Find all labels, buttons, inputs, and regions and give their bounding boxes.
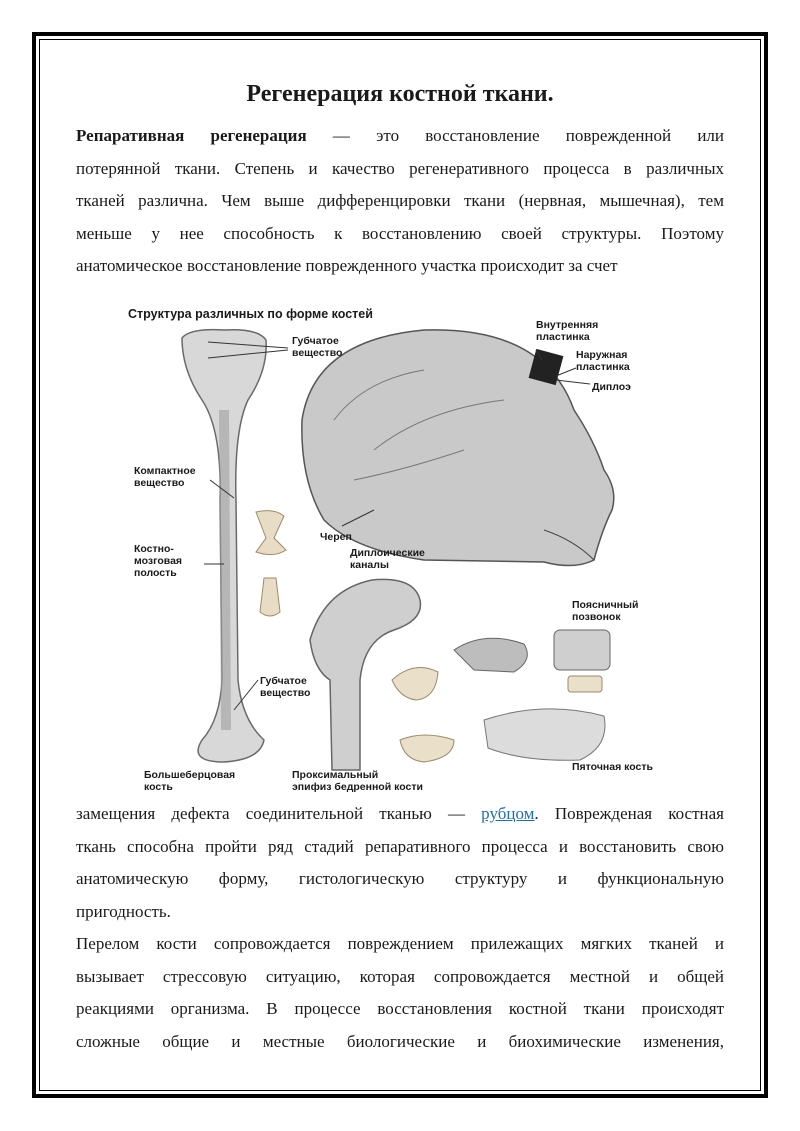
label-femur: эпифиз бедренной кости [292, 781, 423, 793]
paragraph-line: ткань способна пройти ряд стадий репаративного процесса и восстановить свою [76, 836, 724, 856]
label-compact: Компактное [134, 465, 196, 477]
paragraph-line [76, 120, 724, 153]
label-marrow: Костно- [134, 543, 174, 555]
label-spongy-bottom: Губчатое [260, 675, 307, 687]
lumbar-vertebra [554, 630, 610, 670]
bone-structure-figure [124, 300, 676, 800]
paragraph-line: потерянной ткани. Степень и качество регенеративного процесса в различных [76, 158, 724, 178]
paragraph-line: анатомическое восстановление поврежденного участка происходит за счет [76, 256, 618, 275]
paragraph-line: сложные общие и местные биологические и биохимические изменения, [76, 1031, 724, 1051]
paragraph-line: анатомическую форму, гистологическую структуру и функциональную [76, 869, 724, 888]
label-tibia: кость [144, 781, 173, 793]
label-spongy-top: вещество [292, 347, 343, 359]
paragraph-line: реакциями организма. В процессе восстановления костной ткани происходят [76, 999, 724, 1018]
paragraph-text: . Поврежденая костная [534, 804, 724, 823]
label-outer-plate: пластинка [576, 361, 630, 373]
figure-title: Структура различных по форме костей [128, 307, 373, 321]
label-diploic-canals: Диплоические [350, 547, 425, 559]
label-marrow: полость [134, 567, 177, 579]
paragraph-line: меньше у нее способность к восстановлению своей структуры. Поэтому [76, 223, 724, 243]
paragraph-text: это восстановление поврежденной или [376, 126, 725, 145]
label-marrow: мозговая [134, 555, 183, 567]
label-heel: Пяточная кость [572, 761, 653, 773]
bone-illustration [124, 300, 676, 800]
paragraph-line [76, 798, 724, 831]
scar-link[interactable]: рубцом [481, 804, 535, 823]
paragraph-line: Перелом кости сопровождается повреждением прилежащих мягких тканей и [76, 934, 724, 953]
heel-bone [484, 709, 605, 760]
paragraph-line: тканей различна. Чем выше дифференцировки ткани (нервная, мышечная), тем [76, 191, 724, 210]
vertebra-small [568, 676, 602, 692]
label-spongy-top: Губчатое [292, 335, 339, 347]
term-bold: Репаративная регенерация [76, 126, 307, 145]
paragraph-line: пригодность. [76, 901, 171, 921]
label-diploe: Диплоэ [592, 381, 631, 393]
paragraph-line: вызывает стрессовую ситуацию, которая сопровождается местной и общей [76, 966, 724, 986]
document-body [76, 78, 724, 283]
label-diploic-canals: каналы [350, 559, 389, 571]
paragraph-text: замещения дефекта соединительной тканью — [76, 804, 482, 823]
label-lumbar: позвонок [572, 611, 621, 623]
label-outer-plate: Наружная [576, 349, 628, 361]
label-inner-plate: пластинка [536, 331, 590, 343]
label-lumbar: Поясничный [572, 599, 639, 611]
term-dash: — [306, 126, 350, 145]
label-spongy-bottom: вещество [260, 687, 311, 699]
page-title: Регенерация костной ткани. [246, 81, 554, 107]
document-body-continued [76, 798, 724, 1058]
label-inner-plate: Внутренняя [536, 319, 599, 331]
label-tibia: Большеберцовая [144, 769, 236, 781]
label-femur: Проксимальный [292, 769, 379, 781]
small-bone-lower [260, 578, 280, 616]
label-skull: Череп [320, 531, 352, 543]
label-compact: вещество [134, 477, 185, 489]
